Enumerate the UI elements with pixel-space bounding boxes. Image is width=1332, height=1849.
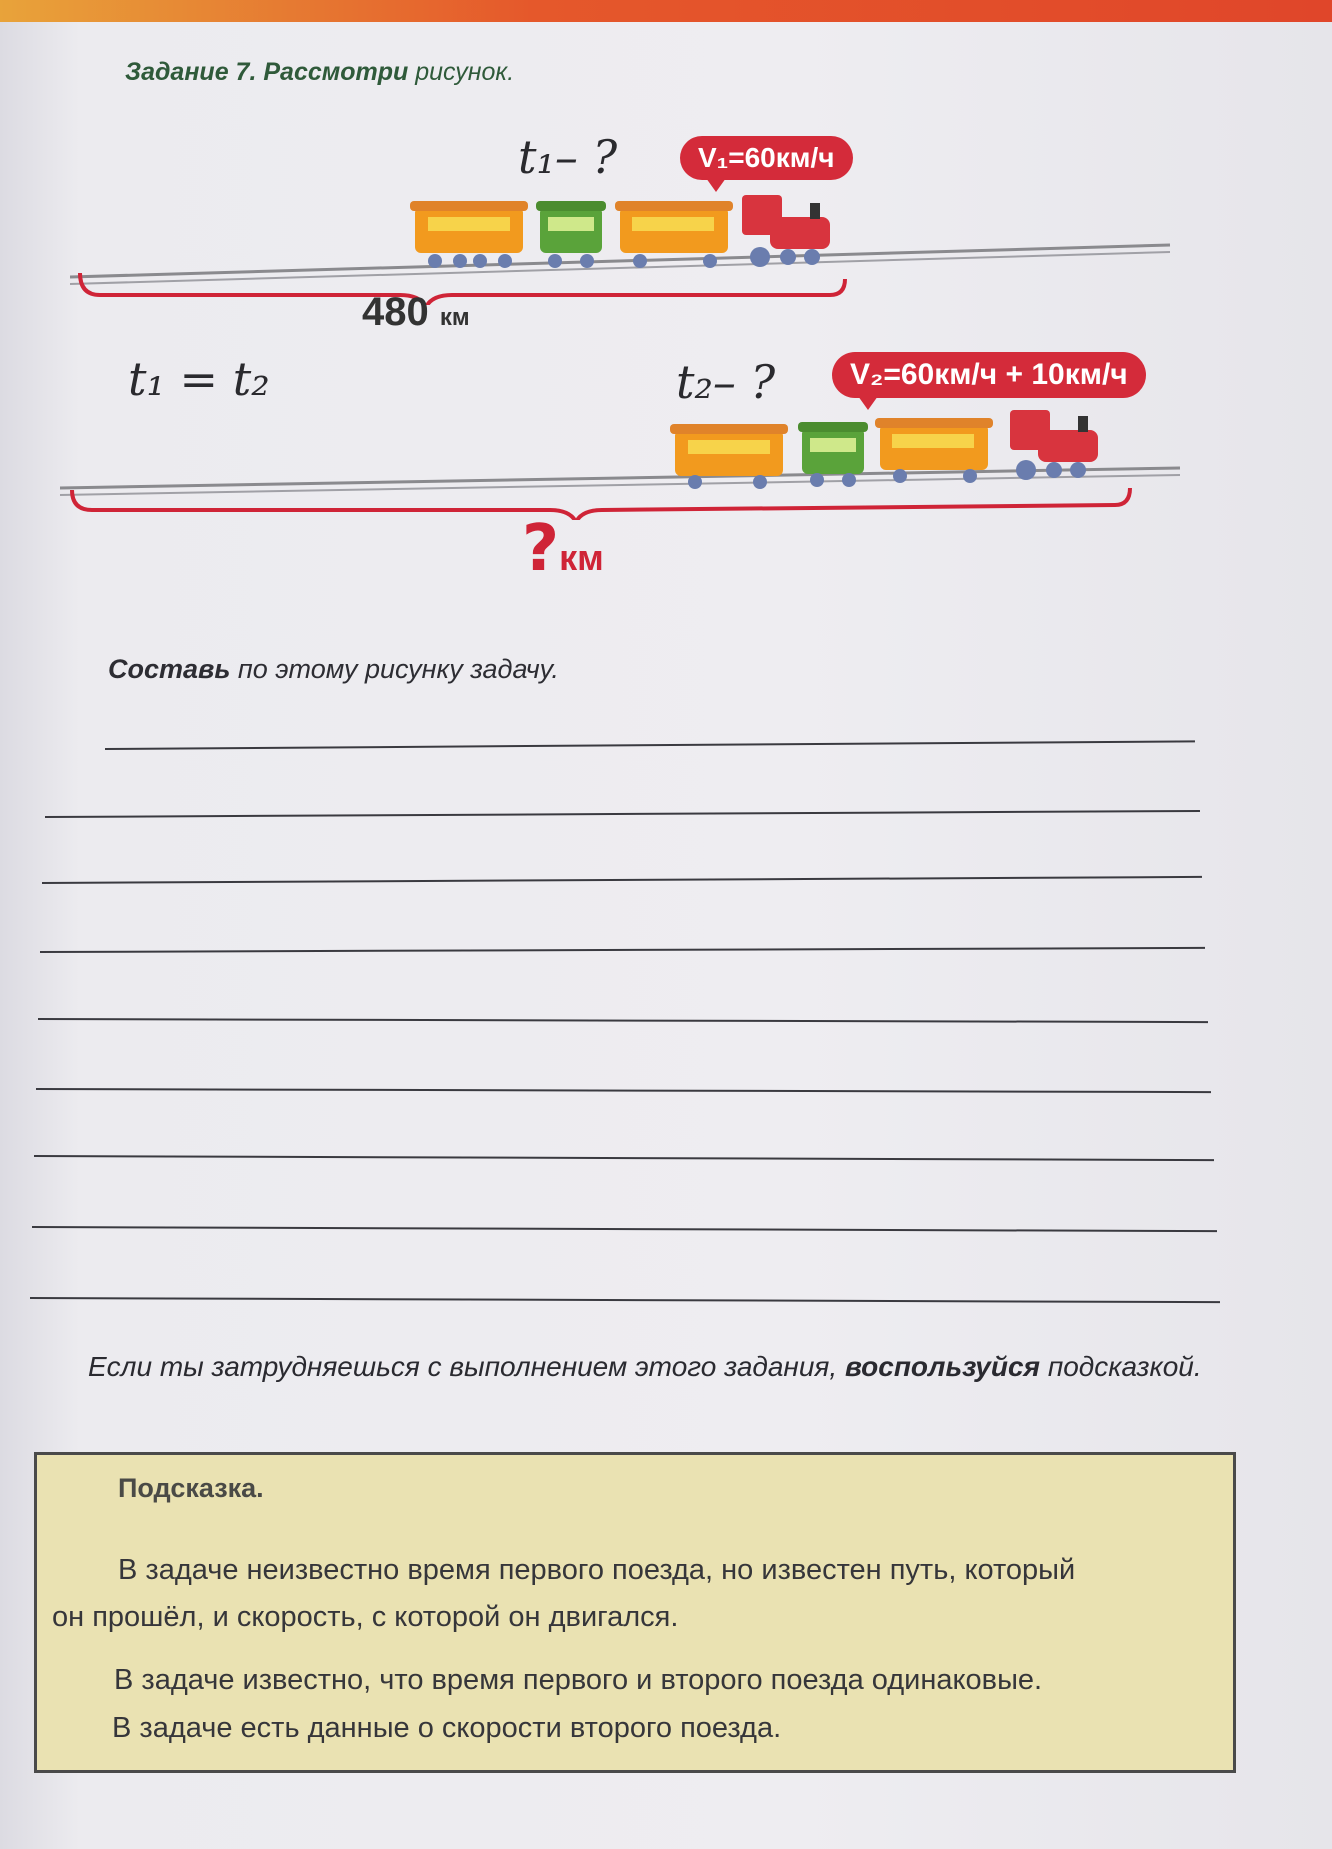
- hint-intro-end: подсказкой.: [1047, 1351, 1202, 1382]
- distance-2-unit: км: [559, 537, 604, 578]
- train-2-illustration: [60, 410, 1190, 520]
- distance-2-question: ?: [522, 512, 560, 586]
- page-top-color-bar: [0, 0, 1332, 22]
- v2-speed-badge: V₂=60км/ч + 10км/ч: [832, 352, 1146, 398]
- task-title: [125, 58, 514, 87]
- t2-question-label: t₂– ?: [676, 355, 776, 409]
- task-verb: Рассмотри: [263, 58, 409, 86]
- wagon-green-1: [536, 201, 606, 268]
- distance-1-value: 480: [362, 290, 429, 334]
- wagon-green-2: [798, 422, 868, 487]
- hint-intro-bold: воспользуйся: [844, 1351, 1041, 1382]
- hint-paragraph-1-line-2: он прошёл, и скорость, с которой он двигался.: [52, 1601, 679, 1633]
- hint-title: Подсказка.: [118, 1473, 264, 1503]
- locomotive-1: [742, 195, 830, 267]
- compose-instruction: [108, 654, 559, 685]
- hint-paragraph-3: В задаче есть данные о скорости второго поезда.: [112, 1712, 782, 1744]
- train-1-illustration: [70, 195, 1180, 305]
- wagon-orange-1: [410, 201, 528, 268]
- distance-480-label: [362, 290, 470, 335]
- v1-speed-badge: V₁=60км/ч: [680, 136, 853, 180]
- hint-intro-main: Если ты затрудняешься с выполнением этого задания,: [88, 1351, 838, 1382]
- time-equality: t₁ = t₂: [128, 352, 270, 406]
- hint-paragraph-2: В задаче известно, что время первого и второго поезда одинаковые.: [114, 1664, 1043, 1696]
- task-rest: рисунок.: [415, 58, 515, 86]
- compose-rest: по этому рисунку задачу.: [237, 654, 559, 684]
- distance-unknown-label: [522, 512, 604, 586]
- hint-paragraph-1-line-1: В задаче неизвестно время первого поезда, но известен путь, который: [118, 1554, 1076, 1586]
- task-label: Задание 7.: [125, 58, 257, 86]
- distance-1-unit: км: [439, 304, 470, 331]
- hint-intro-text: [28, 1348, 1238, 1386]
- compose-verb: Составь: [108, 654, 231, 684]
- locomotive-2: [1010, 410, 1098, 480]
- t1-question-label: t₁– ?: [518, 130, 618, 184]
- wagon-orange-3: [670, 424, 788, 489]
